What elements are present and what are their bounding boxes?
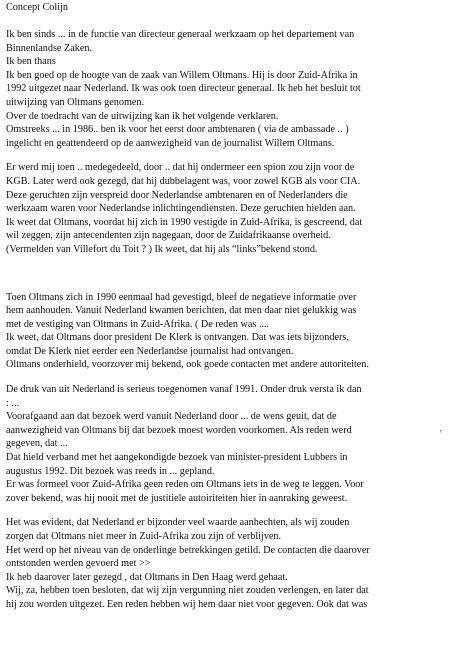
text-line: Het was evident, dat Nederland er bijzonder veel waarde aanhechten, als wij zouden	[6, 517, 350, 529]
text-line: met de vestiging van Oltmans in Zuid-Afrika. ( De reden was ....	[6, 318, 270, 330]
text-line: Het werd op het niveau van de onderlinge betrekkingen getild. De contacten die daarover	[6, 544, 370, 556]
text-line: Ik weet, dat Oltmans door president De Klerk is ontvangen. Dat was iets bijzonders,	[6, 332, 349, 344]
text-line: Wij, za, hebben toen besloten, dat wij zijn vergunning niet zouden verlengen, en later dat	[6, 585, 369, 597]
text-line: Ik ben sinds ... in de functie van directeur generaal werkzaam op het departement van	[6, 29, 355, 40]
text-line: augustus 1992. Dit bezoek was reeds in ... gepland.	[6, 465, 215, 477]
text-line: De druk van uit Nederland is serieus toegenomen vanaf 1991. Onder druk versta ik dan	[6, 384, 362, 396]
text-line: Voorafgaand aan dat bezoek werd vanuit Nederland door ... de wens geuit, dat de	[6, 411, 337, 423]
text-line: : ...	[6, 397, 20, 409]
document-title: Concept Colijn	[6, 2, 68, 13]
text-line: Binnenlandse Zaken.	[6, 42, 93, 54]
text-line: Ik weet dat Oltmans, voordat hij zich in 1990 vestigde in Zuid-Afrika, is gescreend, dat	[6, 216, 363, 228]
text-line: zorgen dat Oltmans niet meer in Zuid-Afrika zou zijn of verblijven.	[6, 531, 282, 542]
text-line: Toen Oltmans zich in 1990 eenmaal had gevestigd, bleef de negatieve informatie over	[6, 291, 357, 303]
text-line: omdat De Klerk niet eerder een Nederlandse journalist had ontvangen.	[6, 345, 294, 357]
text-line: Omstreeks ... in 1986.. ben ik voor het eerst door ambtenaren ( via de ambassade .. )	[6, 124, 349, 136]
text-line: Dat hield verband met het aangekondigde bezoek van minister-president Lubbers in	[6, 452, 348, 464]
text-line: aanwezigheid van Oltmans bij dat bezoek moest worden voorkomen. Als reden werd	[6, 424, 352, 436]
text-line: Ik heb daarover later gezegd , dat Oltmans in Den Haag werd gehaat.	[6, 571, 288, 583]
paragraph-4	[6, 383, 450, 505]
text-line: KGB. Later werd ook gezegd, dat hij dubbelagent was, voor zowel KGB als voor CIA.	[6, 175, 361, 187]
text-line: wil zeggen, zijn antecendenten zijn nagegaan, door de Zuidafrikaanse overheid.	[6, 230, 331, 242]
text-line: 1992 uitgezet naar Nederland. Ik was ook toen directeur generaal. Ik heb het besluit tot	[6, 83, 361, 95]
text-line: hij zou worden uitgezet. Een reden hebben wij hem daar niet voor gegeven. Ook dat was	[6, 598, 368, 610]
text-line: ingelicht en geattendeerd op de aanwezigheid van de journalist Willem Oltmans.	[6, 137, 335, 149]
margin-mark: ,	[439, 423, 442, 433]
text-line: (Vermelden van Villefort du Toit ? ) Ik weet, dat hij als “links”bekend stond.	[6, 243, 318, 255]
text-line: gegeven, dat ...	[6, 438, 68, 450]
text-line: hem aanhouden. Vanuit Nederland kwamen berichten, dat men daar niet gelukkig was	[6, 305, 357, 317]
text-line: Er werd mij toen .. medegedeeld, door .. dat hij ondermeer een spion zou zijn voor de	[6, 162, 355, 174]
text-line: Ik ben goed op de hoogte van de zaak van Willem Oltmans. Hij is door Zuid-Afrika in	[6, 69, 358, 81]
paragraph-5	[6, 516, 450, 611]
text-line: Over de toedracht van de uitwijzing kan ik het volgende verklaren.	[6, 110, 279, 122]
text-line: uitwijzing van Oltmans genomen.	[6, 96, 145, 108]
text-line: Oltmans onderhield, voorzover mij bekend, ook goede contacten met andere autoriteiten.	[6, 359, 369, 371]
text-line: zover bekend, was hij nooit met de justitiele autoiriteiten hier in aanraking geweest.	[6, 492, 348, 504]
paragraph-2	[6, 161, 450, 256]
text-line: werkzaam waren voor Nederlandse inlichtingendiensten. Deze geruchten hielden aan.	[6, 203, 356, 215]
text-line: Er was formeel voor Zuid-Afrika geen reden om Oltmans iets in de weg te leggen. Voor	[6, 479, 364, 491]
text-line: Deze geruchten zijn verspreid door Nederlandse ambtenaren en of Nederlanders die	[6, 189, 348, 201]
text-line: ontstonden werden gevoerd met >>	[6, 558, 151, 570]
paragraph-3	[6, 291, 450, 373]
paragraph-1	[6, 28, 450, 150]
text-line: Ik ben thans	[6, 56, 56, 68]
